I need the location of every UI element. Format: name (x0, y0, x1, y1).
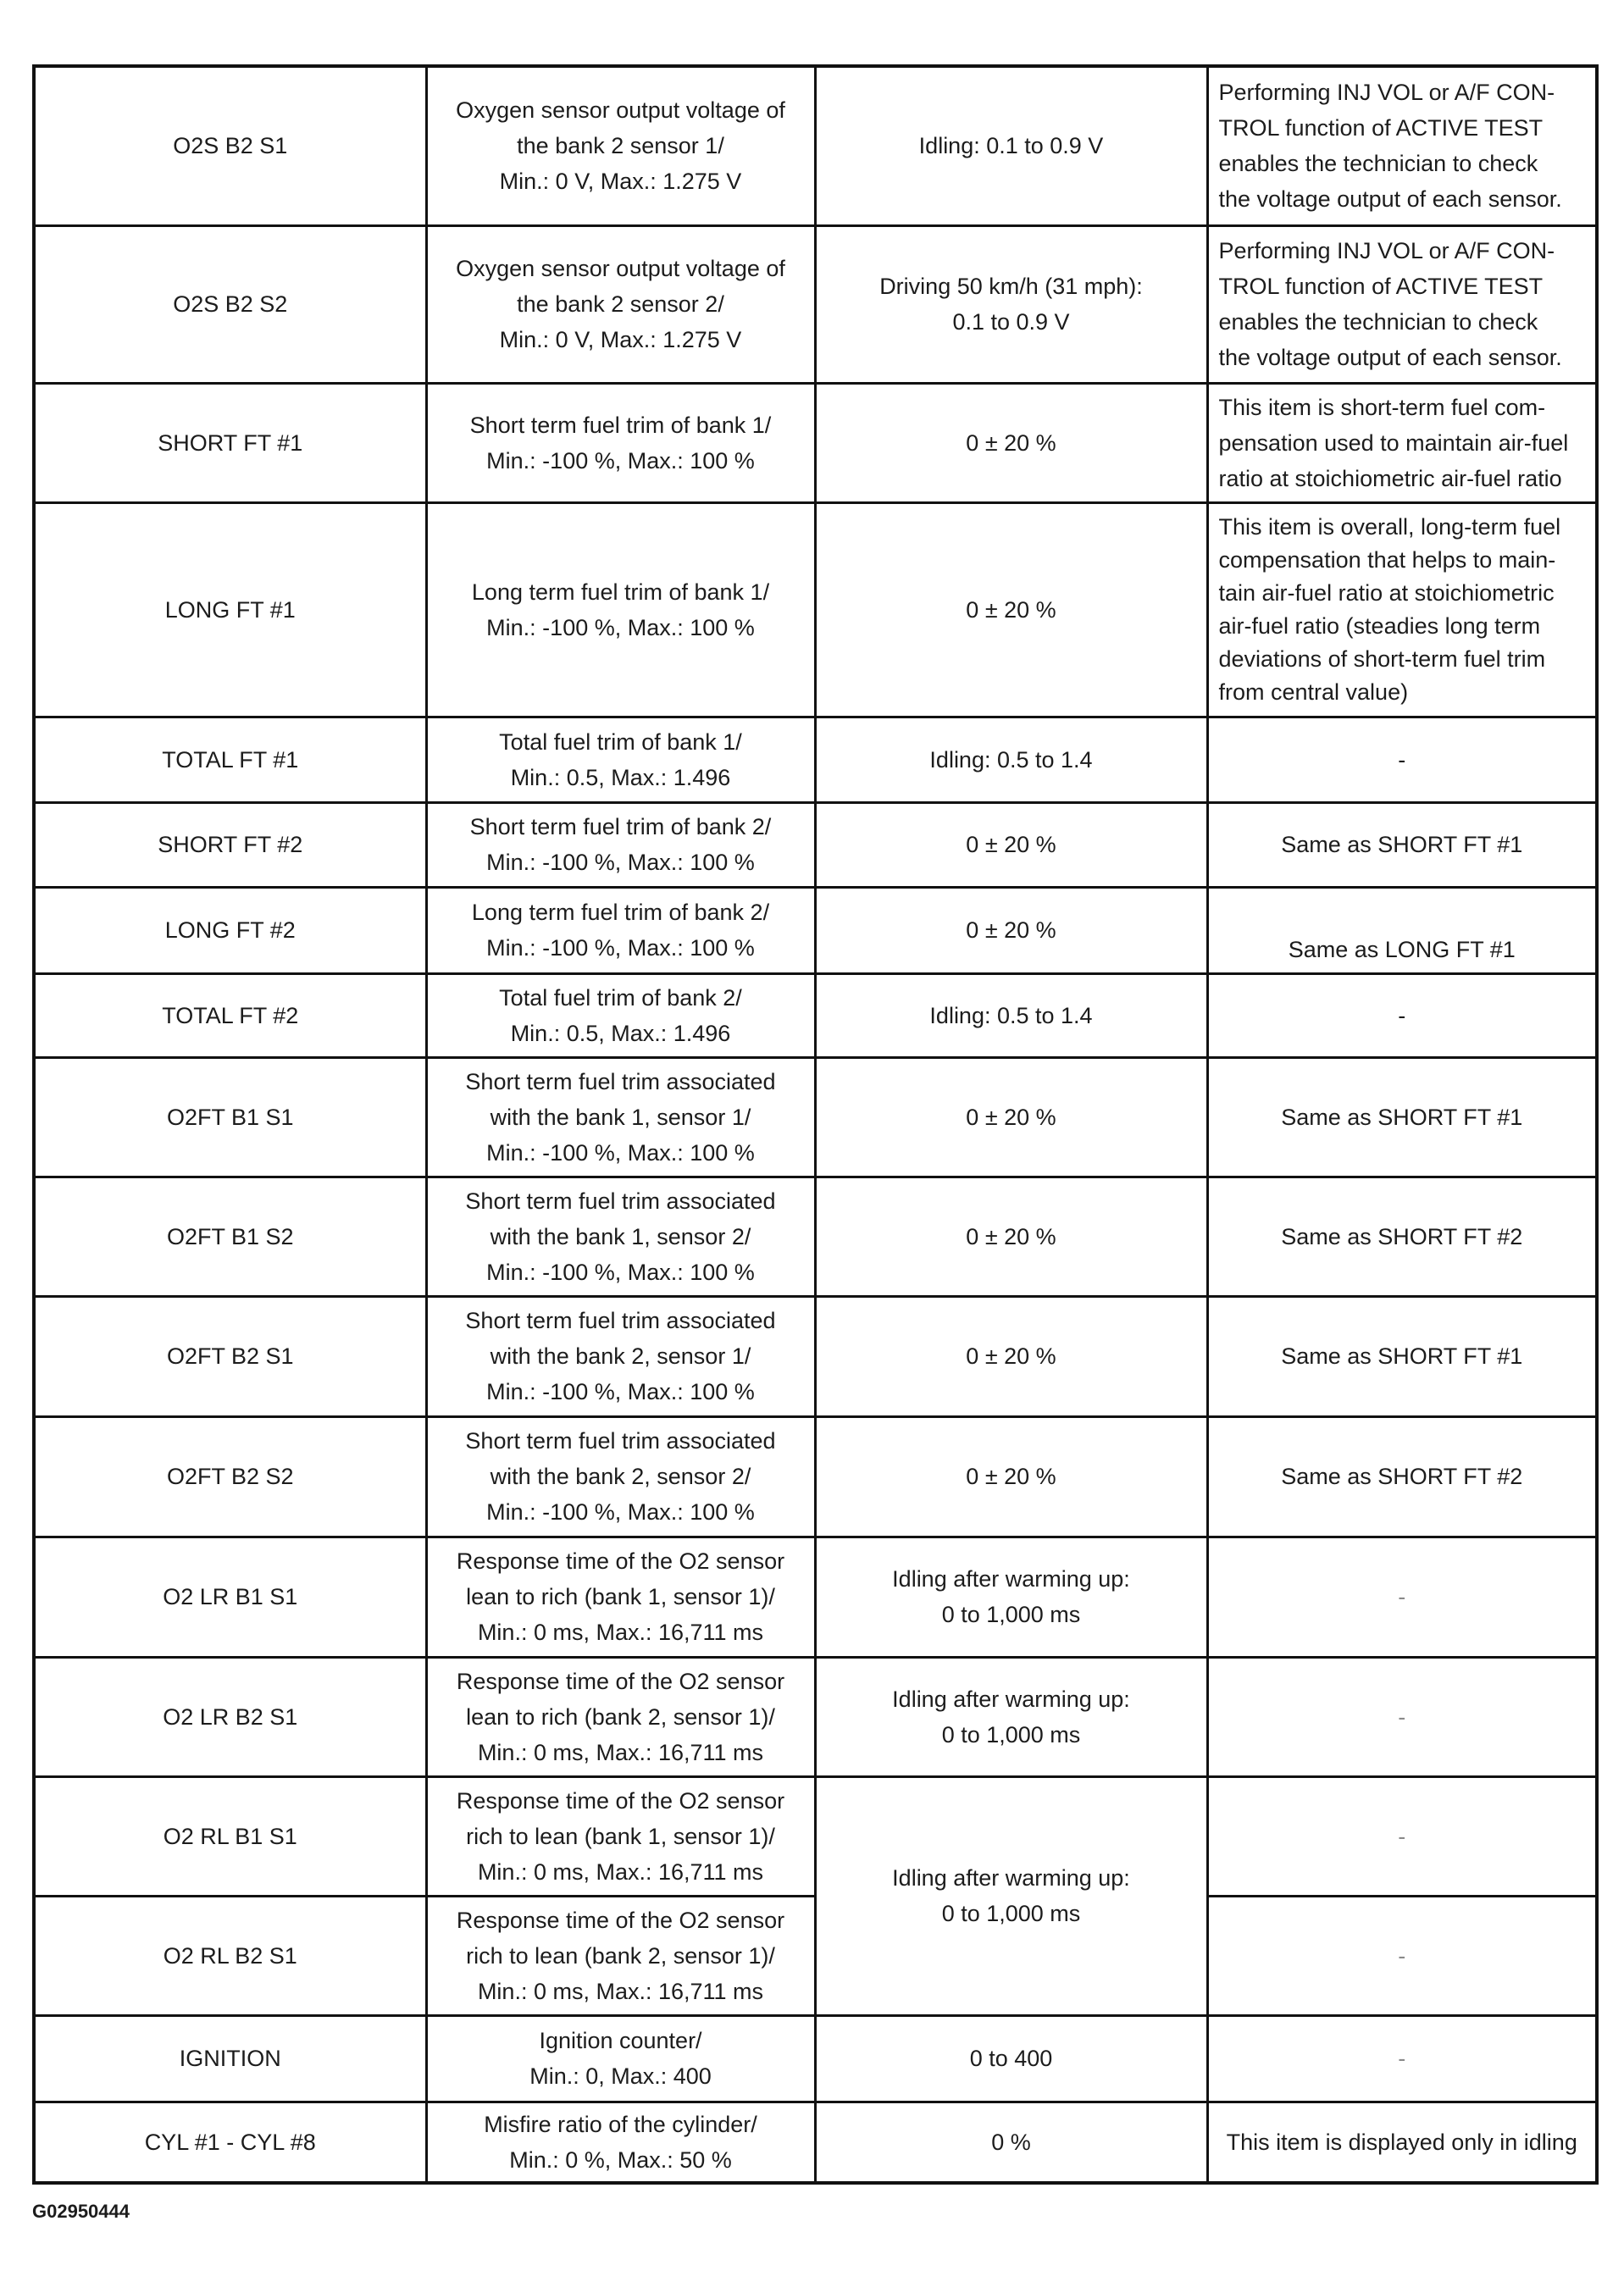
table-row (34, 973, 1597, 1057)
table-row (34, 1057, 1597, 1177)
item-cell: TOTAL FT #2 (34, 973, 426, 1057)
description-cell: Long term fuel trim of bank 1/ Min.: -100 %, Max.: 100 % (426, 502, 815, 717)
condition-cell: 0 ± 20 % (815, 802, 1207, 887)
condition-cell: 0 ± 20 % (815, 1177, 1207, 1296)
condition-cell: 0 ± 20 % (815, 1057, 1207, 1177)
table-row (34, 1416, 1597, 1537)
table-row (34, 2015, 1597, 2102)
note-cell: - (1207, 973, 1597, 1057)
condition-cell: 0 to 400 (815, 2015, 1207, 2102)
table-row (34, 502, 1597, 717)
description-cell: Response time of the O2 sensor rich to lean (bank 1, sensor 1)/ Min.: 0 ms, Max.: 16,711 ms (426, 1776, 815, 1896)
table-row (34, 717, 1597, 802)
description-cell: Long term fuel trim of bank 2/ Min.: -100 %, Max.: 100 % (426, 887, 815, 973)
description-cell: Response time of the O2 sensor lean to rich (bank 2, sensor 1)/ Min.: 0 ms, Max.: 16,711 ms (426, 1657, 815, 1776)
table-row (34, 1296, 1597, 1416)
table-row (34, 802, 1597, 887)
description-cell: Short term fuel trim associated with the bank 2, sensor 2/ Min.: -100 %, Max.: 100 % (426, 1416, 815, 1537)
description-cell: Response time of the O2 sensor rich to lean (bank 2, sensor 1)/ Min.: 0 ms, Max.: 16,711 ms (426, 1896, 815, 2015)
note-cell: - (1207, 2015, 1597, 2102)
item-cell: O2FT B2 S1 (34, 1296, 426, 1416)
note-cell: - (1207, 1537, 1597, 1657)
item-cell: O2FT B1 S1 (34, 1057, 426, 1177)
description-cell: Short term fuel trim of bank 1/ Min.: -100 %, Max.: 100 % (426, 383, 815, 502)
note-cell: Same as SHORT FT #2 (1207, 1177, 1597, 1296)
description-cell: Short term fuel trim associated with the bank 1, sensor 2/ Min.: -100 %, Max.: 100 % (426, 1177, 815, 1296)
note-cell: Same as SHORT FT #2 (1207, 1416, 1597, 1537)
note-cell: Performing INJ VOL or A/F CON- TROL function of ACTIVE TEST enables the technician to check the voltage output of each sensor. (1207, 225, 1597, 383)
condition-cell: Idling after warming up: 0 to 1,000 ms (815, 1776, 1207, 2015)
table-row (34, 1776, 1597, 1896)
table-row (34, 225, 1597, 383)
description-cell: Misfire ratio of the cylinder/ Min.: 0 %, Max.: 50 % (426, 2102, 815, 2183)
item-cell: TOTAL FT #1 (34, 717, 426, 802)
item-cell: O2 RL B1 S1 (34, 1776, 426, 1896)
table-row (34, 66, 1597, 225)
note-cell: Same as LONG FT #1 (1207, 887, 1597, 973)
condition-cell: 0 ± 20 % (815, 383, 1207, 502)
note-cell: This item is short-term fuel com- pensation used to maintain air-fuel ratio at stoichiometric air-fuel ratio (1207, 383, 1597, 502)
note-cell: - (1207, 717, 1597, 802)
description-cell: Short term fuel trim associated with the bank 1, sensor 1/ Min.: -100 %, Max.: 100 % (426, 1057, 815, 1177)
description-cell: Total fuel trim of bank 1/ Min.: 0.5, Max.: 1.496 (426, 717, 815, 802)
note-cell: - (1207, 1776, 1597, 1896)
note-cell: This item is overall, long-term fuel compensation that helps to main- tain air-fuel ratio at stoichiometric air-fuel ratio (steadies long term deviations of short-term fuel trim from central value) (1207, 502, 1597, 717)
note-cell: - (1207, 1657, 1597, 1776)
condition-cell: Idling after warming up: 0 to 1,000 ms (815, 1657, 1207, 1776)
condition-cell: 0 ± 20 % (815, 887, 1207, 973)
condition-cell: 0 ± 20 % (815, 502, 1207, 717)
condition-cell: 0 ± 20 % (815, 1416, 1207, 1537)
item-cell: O2 LR B1 S1 (34, 1537, 426, 1657)
description-cell: Response time of the O2 sensor lean to rich (bank 1, sensor 1)/ Min.: 0 ms, Max.: 16,711 ms (426, 1537, 815, 1657)
item-cell: O2FT B2 S2 (34, 1416, 426, 1537)
table-row (34, 1537, 1597, 1657)
item-cell: LONG FT #2 (34, 887, 426, 973)
item-cell: SHORT FT #2 (34, 802, 426, 887)
condition-cell: Idling: 0.5 to 1.4 (815, 717, 1207, 802)
item-cell: CYL #1 - CYL #8 (34, 2102, 426, 2183)
table-row (34, 887, 1597, 973)
table-row (34, 383, 1597, 502)
item-cell: O2S B2 S1 (34, 66, 426, 225)
note-cell: Performing INJ VOL or A/F CON- TROL function of ACTIVE TEST enables the technician to check the voltage output of each sensor. (1207, 66, 1597, 225)
item-cell: SHORT FT #1 (34, 383, 426, 502)
note-cell: Same as SHORT FT #1 (1207, 1057, 1597, 1177)
data-list-table (32, 64, 1599, 2185)
item-cell: IGNITION (34, 2015, 426, 2102)
description-cell: Short term fuel trim of bank 2/ Min.: -100 %, Max.: 100 % (426, 802, 815, 887)
note-cell: Same as SHORT FT #1 (1207, 1296, 1597, 1416)
condition-cell: Driving 50 km/h (31 mph): 0.1 to 0.9 V (815, 225, 1207, 383)
table-row (34, 1177, 1597, 1296)
condition-cell: 0 % (815, 2102, 1207, 2183)
note-cell: - (1207, 1896, 1597, 2015)
item-cell: O2S B2 S2 (34, 225, 426, 383)
item-cell: O2 RL B2 S1 (34, 1896, 426, 2015)
item-cell: O2 LR B2 S1 (34, 1657, 426, 1776)
description-cell: Oxygen sensor output voltage of the bank 2 sensor 1/ Min.: 0 V, Max.: 1.275 V (426, 66, 815, 225)
description-cell: Ignition counter/ Min.: 0, Max.: 400 (426, 2015, 815, 2102)
item-cell: O2FT B1 S2 (34, 1177, 426, 1296)
note-cell: Same as SHORT FT #1 (1207, 802, 1597, 887)
note-cell: This item is displayed only in idling (1207, 2102, 1597, 2183)
table-row (34, 2102, 1597, 2183)
description-cell: Total fuel trim of bank 2/ Min.: 0.5, Max.: 1.496 (426, 973, 815, 1057)
condition-cell: 0 ± 20 % (815, 1296, 1207, 1416)
condition-cell: Idling: 0.1 to 0.9 V (815, 66, 1207, 225)
item-cell: LONG FT #1 (34, 502, 426, 717)
description-cell: Oxygen sensor output voltage of the bank 2 sensor 2/ Min.: 0 V, Max.: 1.275 V (426, 225, 815, 383)
table-row (34, 1657, 1597, 1776)
figure-id-label: G02950444 (32, 2201, 130, 2222)
condition-cell: Idling: 0.5 to 1.4 (815, 973, 1207, 1057)
description-cell: Short term fuel trim associated with the bank 2, sensor 1/ Min.: -100 %, Max.: 100 % (426, 1296, 815, 1416)
condition-cell: Idling after warming up: 0 to 1,000 ms (815, 1537, 1207, 1657)
